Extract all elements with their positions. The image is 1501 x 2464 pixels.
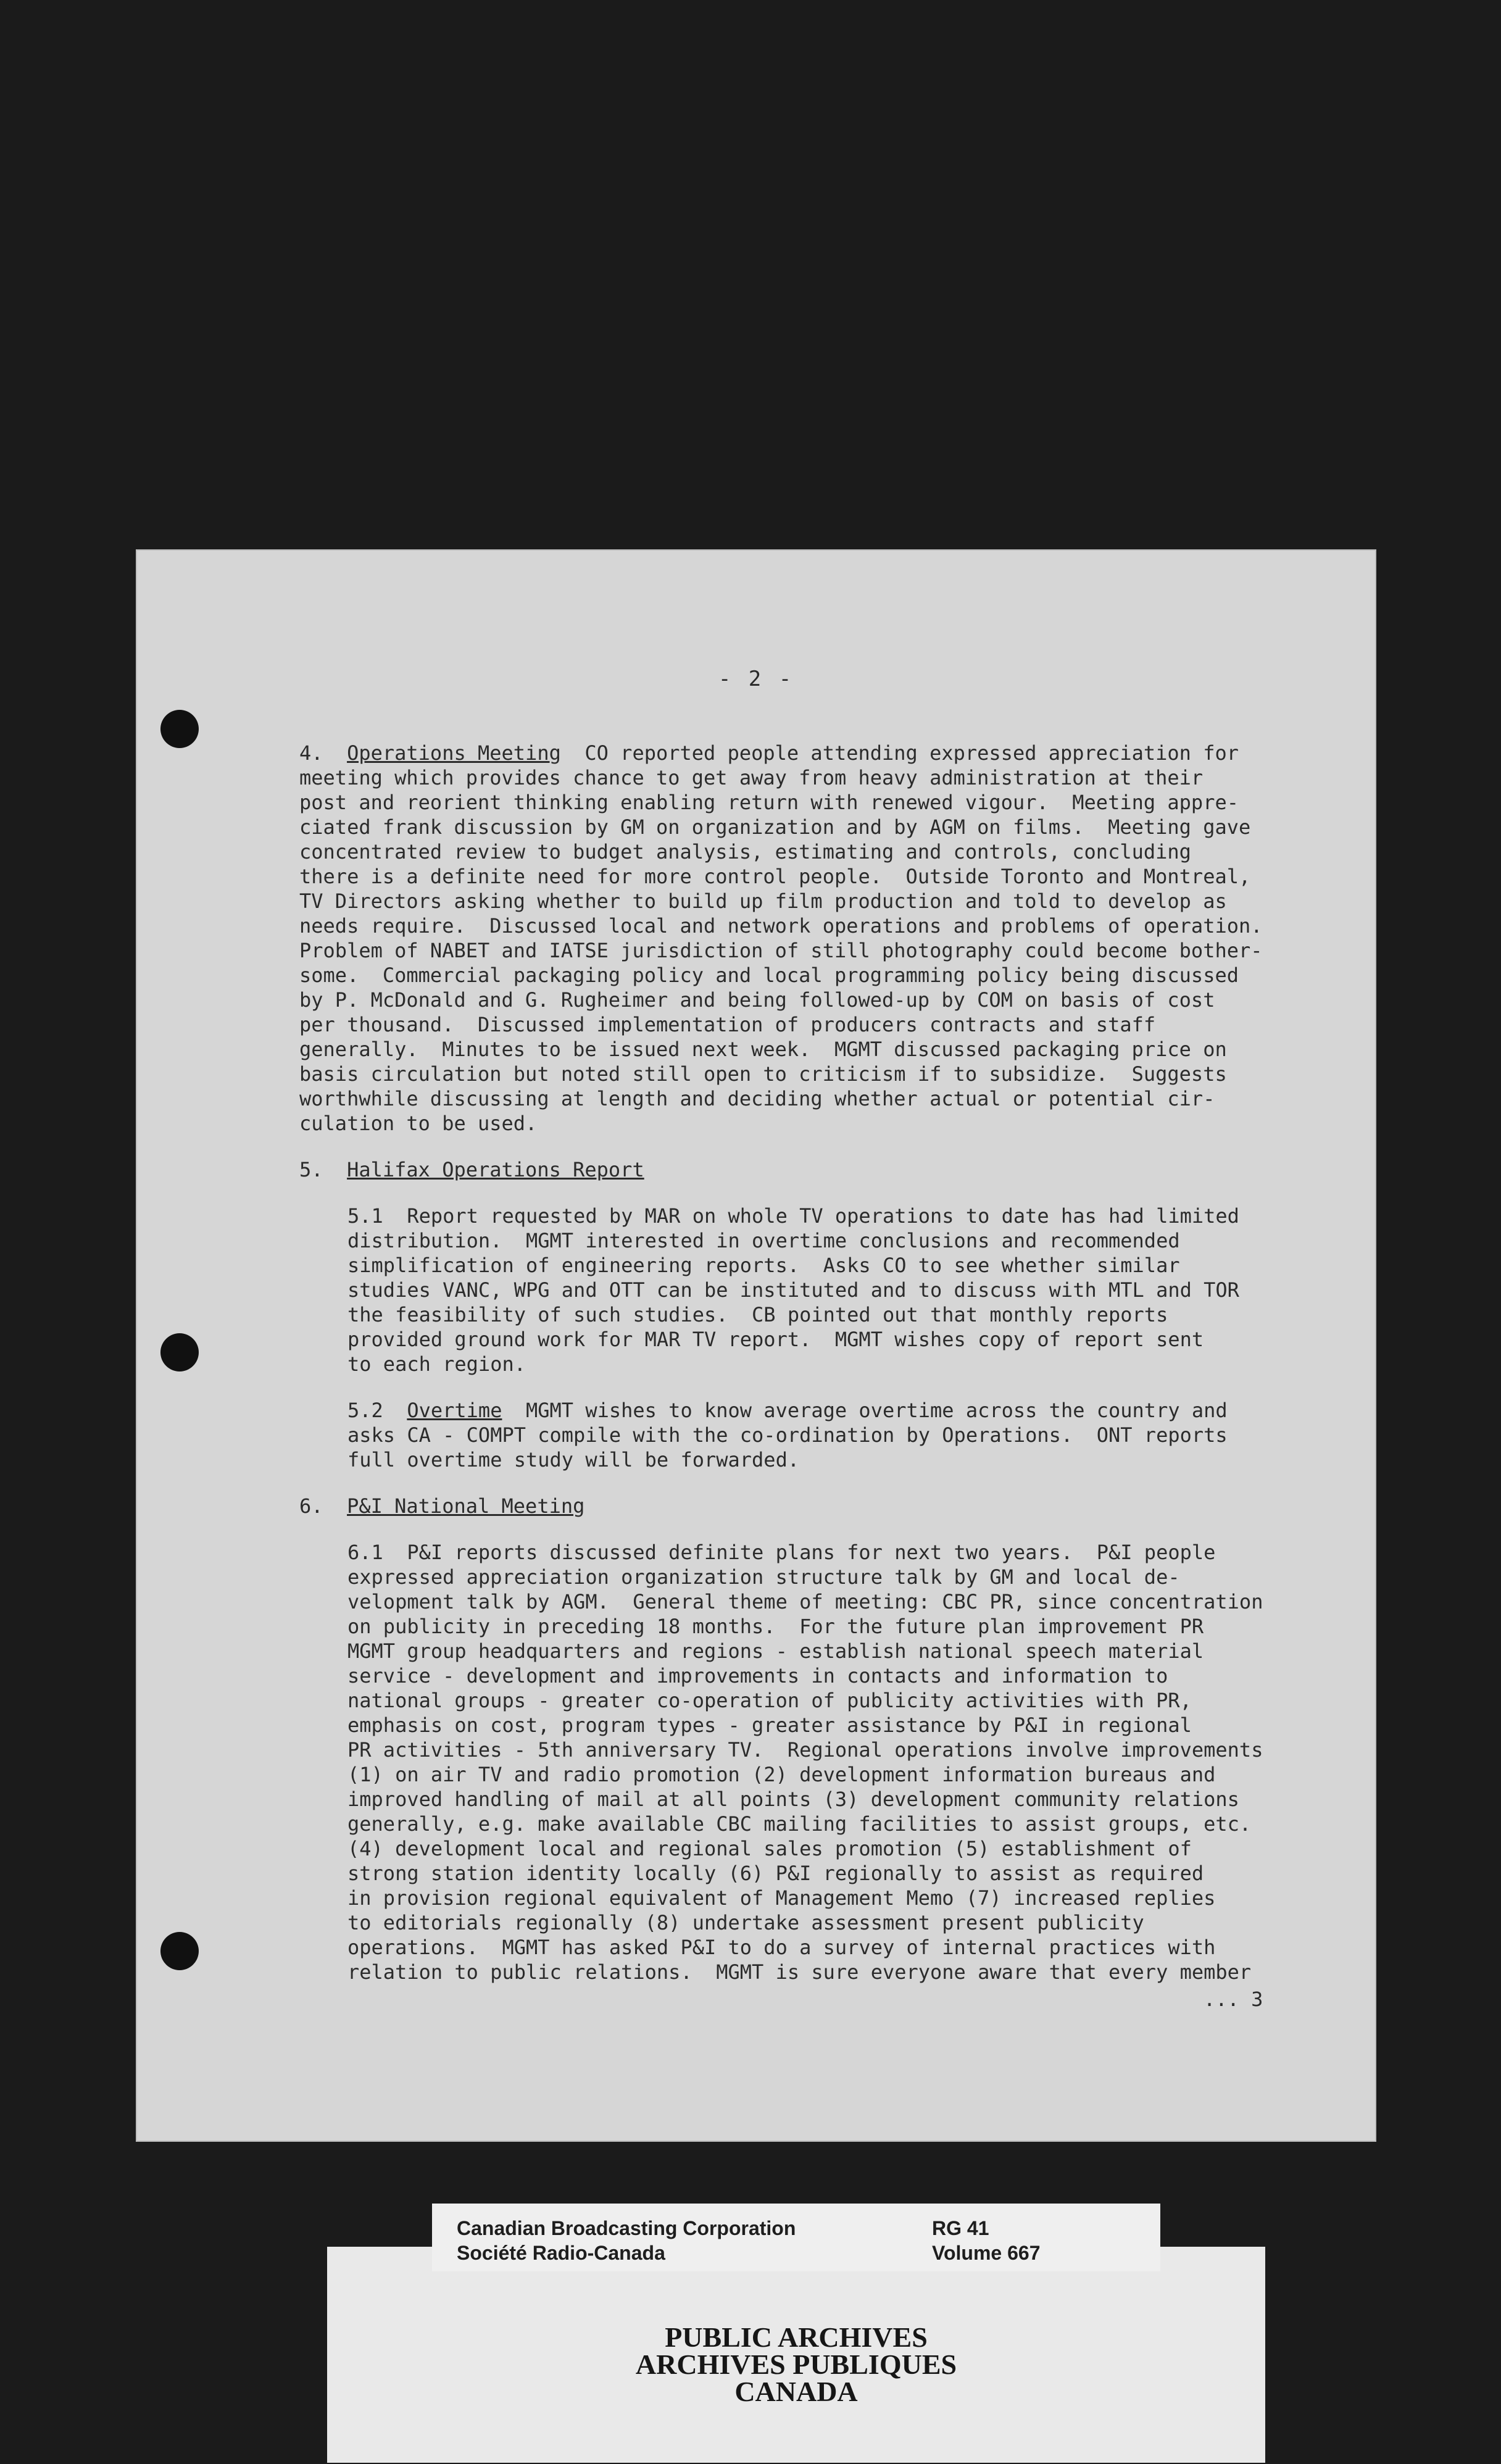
paragraph-line: generally, e.g. make available CBC mailing facilities to assist groups, etc. bbox=[347, 1812, 1252, 1836]
section-text-line: by P. McDonald and G. Rugheimer and being followed-up by COM on basis of cost bbox=[299, 988, 1215, 1012]
section-title: Halifax Operations Report bbox=[347, 1158, 644, 1181]
paragraph-line: full overtime study will be forwarded. bbox=[347, 1448, 800, 1471]
section-number: 4. bbox=[299, 741, 323, 765]
paragraph-line: (4) development local and regional sales promotion (5) establishment of bbox=[347, 1837, 1192, 1860]
fonds-label bbox=[432, 2204, 1160, 2271]
section-6-heading bbox=[299, 1494, 1299, 1518]
paragraph-line: simplification of engineering reports. Asks CO to see whether similar bbox=[347, 1254, 1180, 1277]
section-text-line: TV Directors asking whether to build up film production and told to develop as bbox=[299, 889, 1227, 913]
section-text-line: culation to be used. bbox=[299, 1112, 538, 1135]
paragraph-line: the feasibility of such studies. CB pointed out that monthly reports bbox=[347, 1303, 1168, 1326]
continuation-marker: ... 3 bbox=[1204, 1987, 1263, 2011]
section-text-line: generally. Minutes to be issued next week. MGMT discussed packaging price on bbox=[299, 1038, 1227, 1061]
punch-hole bbox=[160, 1932, 199, 1970]
paragraph-line: 5.1 Report requested by MAR on whole TV operations to date has had limited bbox=[347, 1204, 1239, 1228]
paragraph-line: 6.1 P&I reports discussed definite plans for next two years. P&I people bbox=[347, 1541, 1216, 1564]
section-number: 6. bbox=[299, 1494, 323, 1518]
section-5-heading bbox=[299, 1157, 1299, 1182]
punch-hole bbox=[160, 1333, 199, 1371]
paragraph-line: emphasis on cost, program types - greater assistance by P&I in regional bbox=[347, 1713, 1192, 1737]
paragraph-5-2-first-line bbox=[347, 1398, 1335, 1423]
section-text-line: Problem of NABET and IATSE jurisdiction of still photography could become bother- bbox=[299, 939, 1263, 962]
section-4-heading-line bbox=[299, 741, 1299, 765]
paragraph-line: asks CA - COMPT compile with the co-ordination by Operations. ONT reports bbox=[347, 1423, 1228, 1447]
section-text-line: some. Commercial packaging policy and local programming policy being discussed bbox=[299, 964, 1239, 987]
organization-english: Canadian Broadcasting Corporation bbox=[457, 2217, 796, 2239]
paragraph-line: MGMT group headquarters and regions - establish national speech material bbox=[347, 1639, 1204, 1663]
organization-french: Société Radio-Canada bbox=[457, 2242, 665, 2264]
section-text-line: post and reorient thinking enabling return with renewed vigour. Meeting appre- bbox=[299, 791, 1239, 814]
section-title: P&I National Meeting bbox=[347, 1494, 585, 1518]
paragraph-line: on publicity in preceding 18 months. For the future plan improvement PR bbox=[347, 1615, 1204, 1638]
document-page bbox=[136, 549, 1376, 2142]
section-number: 5. bbox=[299, 1158, 323, 1181]
paragraph-line: distribution. MGMT interested in overtime conclusions and recommended bbox=[347, 1229, 1180, 1252]
paragraph-title: Overtime bbox=[407, 1399, 502, 1422]
paragraph-line: relation to public relations. MGMT is sure everyone aware that every member bbox=[347, 1960, 1252, 1984]
section-text-line: concentrated review to budget analysis, estimating and controls, concluding bbox=[299, 840, 1191, 864]
section-text-line: worthwhile discussing at length and deciding whether actual or potential cir- bbox=[299, 1087, 1215, 1110]
paragraph-line: studies VANC, WPG and OTT can be instituted and to discuss with MTL and TOR bbox=[347, 1278, 1239, 1302]
punch-hole bbox=[160, 710, 199, 748]
section-text-line: basis circulation but noted still open to criticism if to subsidize. Suggests bbox=[299, 1062, 1227, 1086]
paragraph-line: provided ground work for MAR TV report. MGMT wishes copy of report sent bbox=[347, 1328, 1204, 1351]
paragraph-line: to editorials regionally (8) undertake assessment present publicity bbox=[347, 1911, 1144, 1934]
paragraph-line: improved handling of mail at all points (3) development community relations bbox=[347, 1788, 1239, 1811]
paragraph-line: national groups - greater co-operation of publicity activities with PR, bbox=[347, 1689, 1192, 1712]
paragraph-line: expressed appreciation organization structure talk by GM and local de- bbox=[347, 1565, 1180, 1589]
paragraph-line: to each region. bbox=[347, 1352, 526, 1376]
record-group: RG 41 bbox=[932, 2217, 989, 2239]
archive-line-2: ARCHIVES PUBLIQUES bbox=[635, 2349, 957, 2380]
archive-line-1: PUBLIC ARCHIVES bbox=[665, 2321, 928, 2353]
paragraph-line: service - development and improvements in contacts and information to bbox=[347, 1664, 1168, 1688]
volume-number: Volume 667 bbox=[932, 2242, 1041, 2264]
section-title: Operations Meeting bbox=[347, 741, 561, 765]
paragraph-line: in provision regional equivalent of Management Memo (7) increased replies bbox=[347, 1886, 1216, 1910]
section-text-line: meeting which provides chance to get away from heavy administration at their bbox=[299, 766, 1204, 789]
paragraph-line: PR activities - 5th anniversary TV. Regional operations involve improvements bbox=[347, 1738, 1263, 1762]
page-number: - 2 - bbox=[718, 667, 794, 691]
paragraph-line: velopment talk by AGM. General theme of meeting: CBC PR, since concentration bbox=[347, 1590, 1263, 1613]
paragraph-number: 5.2 bbox=[347, 1399, 383, 1422]
paragraph-line: operations. MGMT has asked P&I to do a survey of internal practices with bbox=[347, 1936, 1216, 1959]
section-text-line: there is a definite need for more control people. Outside Toronto and Montreal, bbox=[299, 865, 1251, 888]
archive-stamp-label bbox=[327, 2247, 1265, 2463]
paragraph-line: MGMT wishes to know average overtime across the country and bbox=[525, 1399, 1228, 1422]
section-text-line: per thousand. Discussed implementation of producers contracts and staff bbox=[299, 1013, 1156, 1036]
paragraph-line: strong station identity locally (6) P&I regionally to assist as required bbox=[347, 1862, 1204, 1885]
archive-line-3: CANADA bbox=[734, 2376, 858, 2407]
section-text-line: CO reported people attending expressed appreciation for bbox=[584, 741, 1239, 765]
section-text-line: ciated frank discussion by GM on organization and by AGM on films. Meeting gave bbox=[299, 815, 1251, 839]
paragraph-line: (1) on air TV and radio promotion (2) development information bureaus and bbox=[347, 1763, 1216, 1786]
section-text-line: needs require. Discussed local and network operations and problems of operation. bbox=[299, 914, 1263, 938]
